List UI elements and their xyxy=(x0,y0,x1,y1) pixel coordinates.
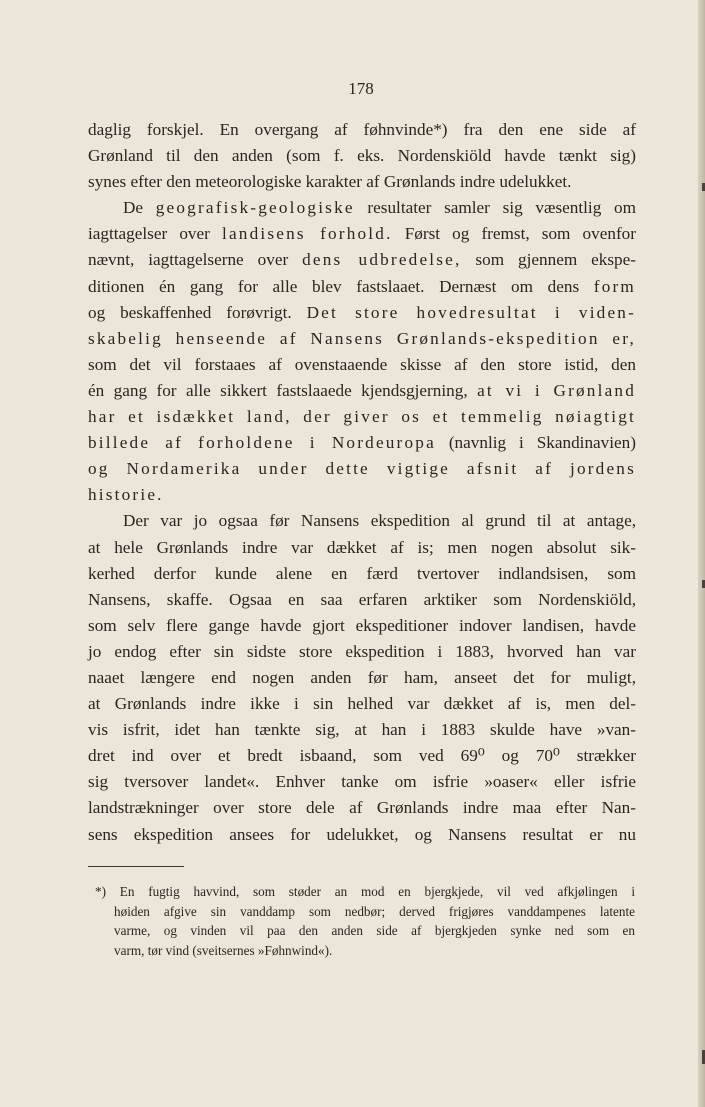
text-line: skabelig henseende af Nansens Grønlands-ekspedition er, xyxy=(88,328,636,348)
text-line: Nansens, skaffe. Ogsaa en saa erfaren arktiker som Nordenskiöld, xyxy=(88,589,636,609)
spaced-term: geografisk-geologiske xyxy=(155,198,355,218)
text-line: ditionen én gang for alle blev fastslaaet. Dernæst om dens form xyxy=(88,276,636,296)
text-line: iagttagelser over landisens forhold. Først og fremst, som ovenfor xyxy=(88,224,636,244)
text-line: Der var jo ogsaa før Nansens ekspedition al grund til at antage, xyxy=(123,511,636,531)
spaced-term: billede af forholdene i Nordeuropa xyxy=(88,433,436,453)
text-line: én gang for alle sikkert fastslaaede kjendsgjerning, at vi i Grønland xyxy=(88,380,636,400)
footnote xyxy=(95,882,635,960)
footnote-line: høiden afgive sin vanddamp som nedbør; derved frigjøres vanddampenes latente xyxy=(114,903,635,919)
text-line: naaet længere end nogen anden før ham, anseet det for muligt, xyxy=(88,667,636,687)
text-line: De geografisk-geologiske resultater samler sig væsentlig om xyxy=(123,198,636,218)
text-line: kerhed derfor kunde alene en færd tvertover indlandsisen, som xyxy=(88,563,636,583)
spaced-term: at vi i Grønland xyxy=(477,380,636,400)
spaced-term: form xyxy=(593,276,636,296)
page-number: 178 xyxy=(348,79,374,98)
text-line: og Nordamerika under dette vigtige afsnit af jordens xyxy=(88,459,636,479)
text-line: som selv flere gange havde gjort ekspeditioner indover landisen, havde xyxy=(88,615,636,635)
text-line: nævnt, iagttagelserne over dens udbredelse, som gjennem ekspe- xyxy=(88,250,636,270)
text-line: synes efter den meteorologiske karakter af Grønlands indre udelukket. xyxy=(88,172,572,192)
footnote-line: varm, tør vind (sveitsernes »Føhnwind«). xyxy=(114,942,333,958)
text-line: billede af forholdene i Nordeuropa (navnlig i Skandinavien) xyxy=(88,433,636,453)
footnote-line: varme, og vinden vil paa den anden side af bjergkjeden synke ned som en xyxy=(114,923,635,938)
text-line: dret ind over et bredt isbaand, som ved 69⁰ og 70⁰ strækker xyxy=(88,746,636,766)
text-line: jo endog efter sin sidste store ekspedition i 1883, hvorved han var xyxy=(88,641,636,661)
text-line: som det vil forstaaes af ovenstaaende skisse af den store istid, den xyxy=(88,354,636,374)
text-line: sens ekspedition ansees for udelukket, og Nansens resultat er nu xyxy=(88,824,636,844)
text-line: at hele Grønlands indre var dækket af is; men nogen absolut sik- xyxy=(88,537,636,557)
page-edge xyxy=(698,0,705,1107)
text-line: sig tversover landet«. Enhver tanke om isfrie »oaser« eller isfrie xyxy=(88,772,636,792)
text-line: vis isfrit, idet han tænkte sig, at han i 1883 skulde have »van- xyxy=(88,720,636,740)
footnote-rule xyxy=(88,866,184,867)
spaced-term: Det store hovedresultat i viden- xyxy=(306,302,637,322)
text-line: landstrækninger over store dele af Grønlands indre maa efter Nan- xyxy=(88,798,636,818)
footnote-line: *) En fugtig havvind, som støder an mod en bjergkjede, vil ved afkjølingen i xyxy=(95,884,635,899)
text-line: og beskaffenhed forøvrigt. Det store hovedresultat i viden- xyxy=(88,302,637,322)
text-line: daglig forskjel. En overgang af føhnvinde*) fra den ene side af xyxy=(88,120,636,139)
body-text xyxy=(88,117,636,848)
spaced-term: landisens forhold. xyxy=(222,224,393,244)
text-line: har et isdækket land, der giver os et temmelig nøiagtigt xyxy=(88,407,636,427)
text-line: at Grønlands indre ikke i sin helhed var dækket af is, men del- xyxy=(88,694,636,714)
text-line: historie. xyxy=(88,485,164,505)
text-line: Grønland til den anden (som f. eks. Nordenskiöld havde tænkt sig) xyxy=(88,146,636,166)
spaced-term: dens udbredelse, xyxy=(302,250,462,270)
